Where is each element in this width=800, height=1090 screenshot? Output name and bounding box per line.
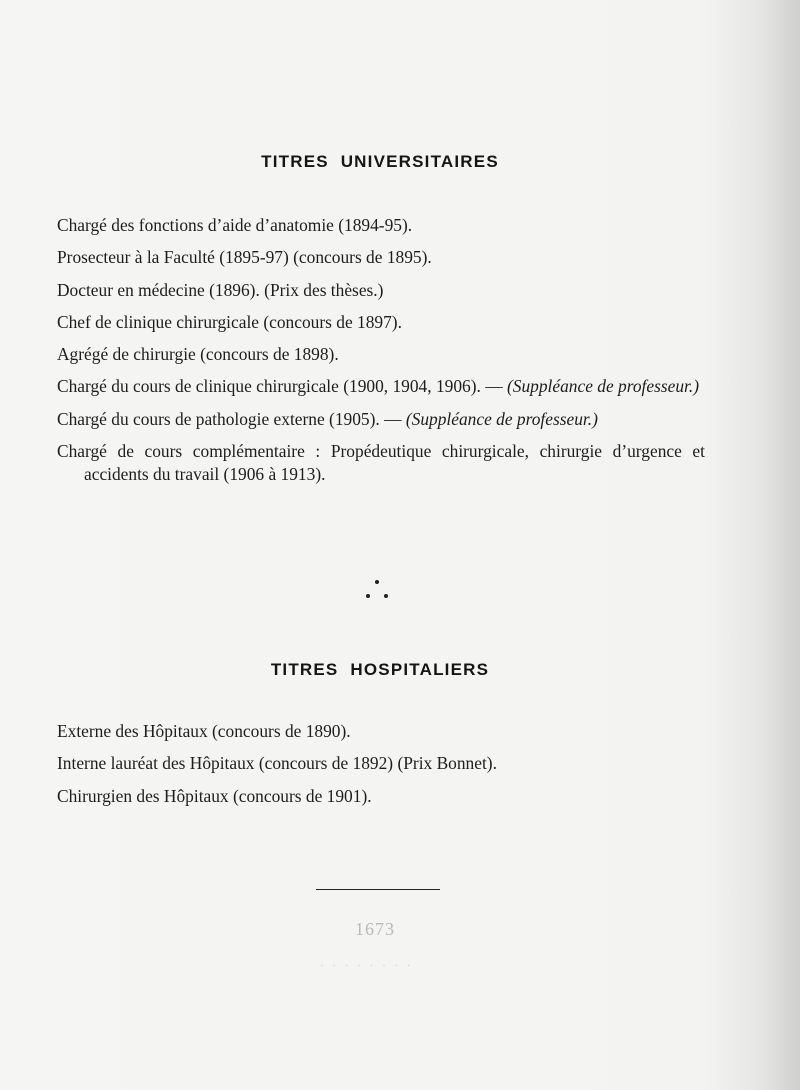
- list-item: Chargé du cours de pathologie externe (1905). — (Suppléance de professeur.): [57, 408, 598, 429]
- list-item: Agrégé de chirurgie (concours de 1898).: [57, 344, 339, 365]
- closing-rule: [316, 889, 440, 890]
- list-item: Interne lauréat des Hôpitaux (concours de 1892) (Prix Bonnet).: [57, 753, 497, 774]
- list-item: Chargé de cours complémentaire : Propédeutique chirurgicale, chirurgie d’urgence et accidents du travail (1906 à 1913).: [57, 441, 705, 485]
- asterism-separator: [362, 578, 392, 602]
- hospital-titles-heading: TITRES HOSPITALIERS: [270, 660, 490, 679]
- list-item: Prosecteur à la Faculté (1895-97) (concours de 1895).: [57, 247, 432, 268]
- faint-stamp: 1673: [355, 919, 395, 939]
- hospital-titles-list: [57, 720, 705, 817]
- list-item: Chargé du cours de clinique chirurgicale (1900, 1904, 1906). — (Suppléance de professeur.): [57, 376, 700, 397]
- list-item: Chargé des fonctions d’aide d’anatomie (1894-95).: [57, 215, 413, 235]
- faint-stamp-line: · · · · · · · ·: [320, 960, 414, 972]
- list-item: Docteur en médecine (1896). (Prix des thèses.): [57, 279, 384, 300]
- list-item: Chef de clinique chirurgicale (concours de 1897).: [57, 311, 402, 332]
- university-titles-heading: TITRES UNIVERSITAIRES: [261, 152, 499, 171]
- university-titles-list: [57, 214, 705, 495]
- list-item: Chirurgien des Hôpitaux (concours de 1901).: [57, 785, 372, 806]
- list-item: Externe des Hôpitaux (concours de 1890).: [57, 721, 351, 741]
